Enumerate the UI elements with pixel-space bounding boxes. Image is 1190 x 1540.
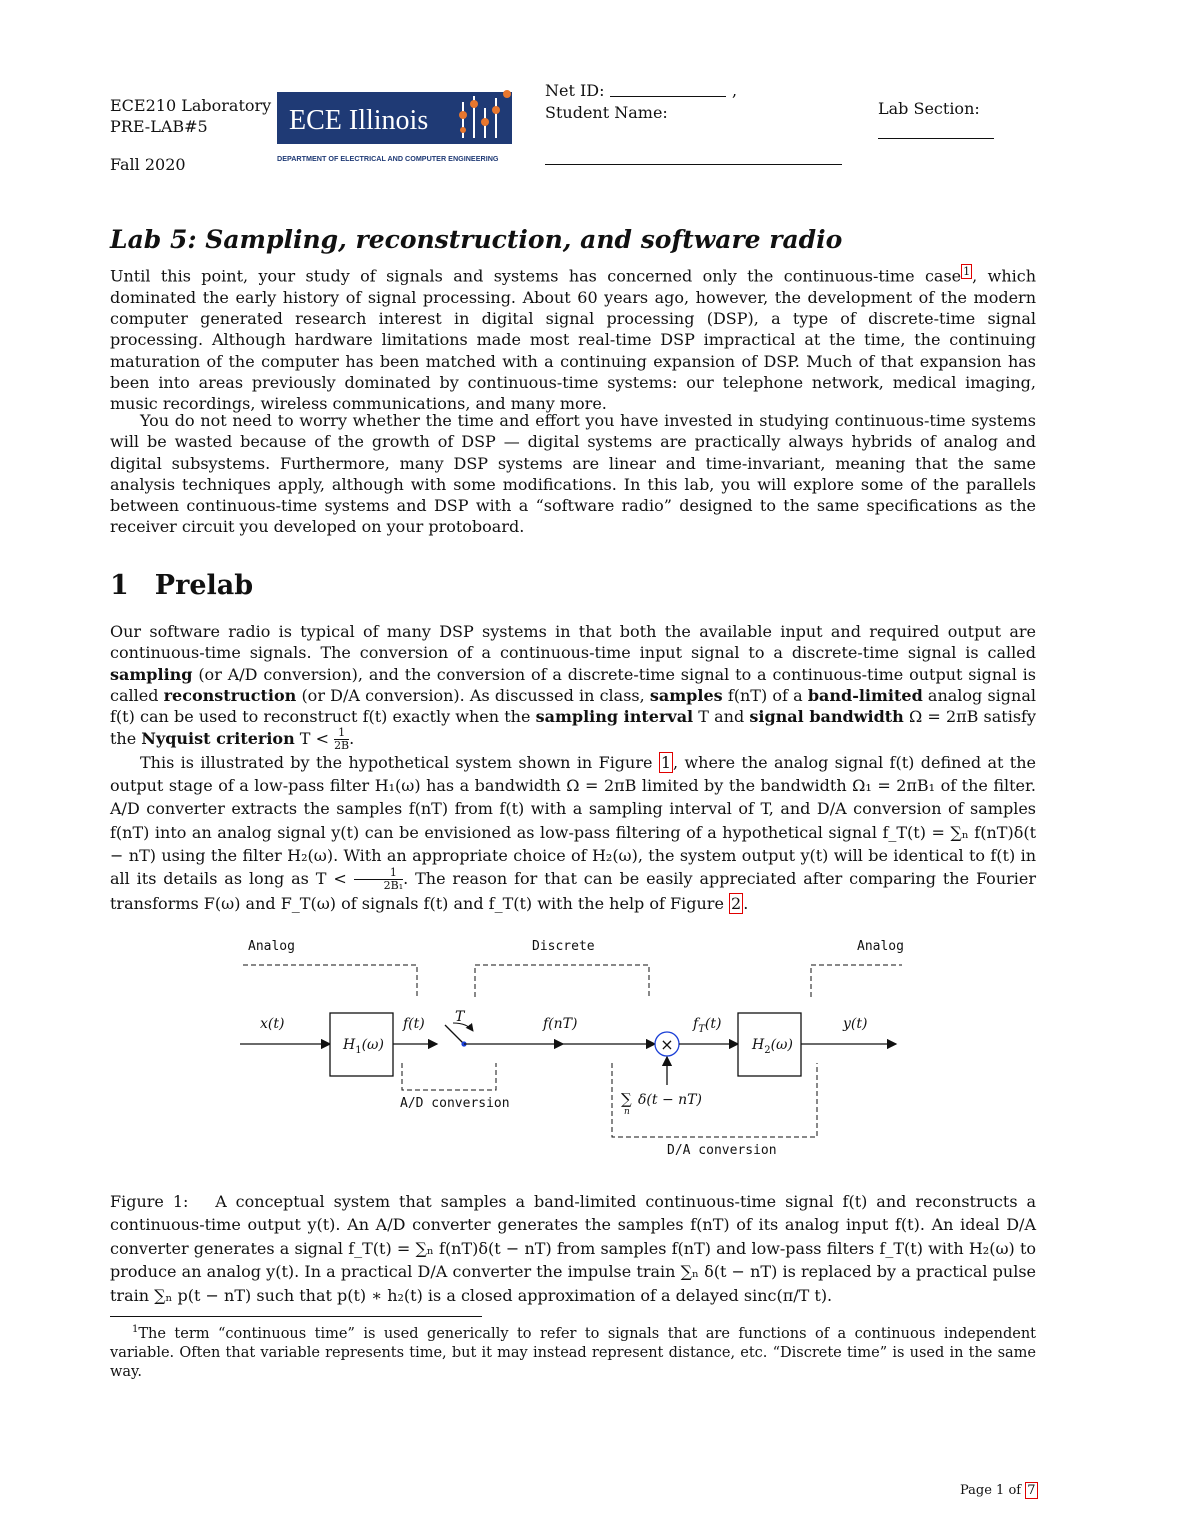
sum-subscript: n bbox=[624, 1107, 630, 1117]
page-title: Lab 5: Sampling, reconstruction, and software radio bbox=[110, 225, 843, 254]
analog-left-label: Analog bbox=[248, 939, 295, 954]
footnote-rule bbox=[110, 1316, 482, 1317]
ece-illinois-logo bbox=[277, 88, 513, 166]
student-name-blank[interactable] bbox=[545, 164, 842, 165]
page-number: Page 1 of 7 bbox=[960, 1483, 1036, 1498]
fT-t-label: $f_T(t)$ bbox=[693, 1016, 722, 1035]
y-t-label: y(t) bbox=[843, 1016, 868, 1032]
logo-text: ECE Illinois bbox=[289, 105, 429, 136]
figure-1-diagram bbox=[235, 935, 915, 1165]
prelab-paragraph-1: Our software radio is typical of many DSP systems in that both the available input and required output are continuous-time signals. The conversion of a continuous-time input signal to a discrete-time signal is called sampling (or A/D conversion), and the conversion of a discrete-time signal to a continuous-time output signal is called reconstruction (or D/A conversion). As discussed in class, samples f(nT) of a band-limited analog signal f(t) can be used to reconstruct f(t) exactly when the sampling interval T and signal bandwidth Ω = 2πB satisfy the Nyquist criterion T < $\frac{1}{2B}$ . bbox=[110, 622, 1037, 753]
footnote-text: The term “continuous time” is used generically to refer to signals that are functions of a continuous independent variable. Often that variable represents time, but it may instead represent distance, etc. “Discrete time” is used in the same way. bbox=[110, 1325, 1036, 1380]
bandwidth-fraction: $\frac{1}{\text{2B₁}}$ bbox=[354, 867, 404, 892]
caption-text: A conceptual system that samples a band-limited continuous-time signal f(t) and reconstructs a continuous-time output y(t). An A/D converter generates the samples f(nT) of its analog input f(t). An ideal D/A converter generates a signal f_T(t) = ∑ₙ f(nT)δ(t − nT) from samples f(nT) and low-pass filters f_T(t) with H₂(ω) to produce an analog y(t). In a practical D/A converter the impulse train ∑ₙ δ(t − nT) is replaced by a practical pulse train ∑ₙ p(t − nT) such that p(t) ∗ h₂(t) is a closed approximation of a delayed sinc(π/T t). bbox=[110, 1192, 1036, 1305]
prelab-label: PRE-LAB#5 bbox=[110, 117, 208, 136]
x-t-label: x(t) bbox=[260, 1016, 285, 1032]
lab-section-blank[interactable] bbox=[878, 138, 994, 139]
nyquist-fraction: $\frac{1}{2B}$ bbox=[334, 726, 350, 753]
intro-paragraph-1: Until this point, your study of signals and systems has concerned only the continuous-time case $^1$ , which dominated the early history of signal processing. About 60 years ago, however, the development of the modern computer generated research interest in digital signal processing (DSP), a type of discrete-time signal processing. Although hardware limitations made most real-time DSP impractical at the time, the continuing maturation of the computer has been matched with a continuing expansion of DSP. Much of that expansion has been into areas previously dominated by continuous-time systems: our telephone network, medical imaging, music recordings, wireless communications, and many more. bbox=[110, 265, 1037, 414]
h2-label: $H_2(\omega)$ bbox=[752, 1037, 793, 1056]
lab-section-label: Lab Section: bbox=[878, 99, 980, 118]
logo-subtitle: DEPARTMENT OF ELECTRICAL AND COMPUTER ENGINEERING bbox=[277, 154, 499, 163]
figure-1-link[interactable]: 1 bbox=[660, 753, 672, 772]
prelab-paragraph-2: This is illustrated by the hypothetical system shown in Figure 1 , where the analog signal f(t) defined at the output stage of a low-pass filter H₁(ω) has a bandwidth Ω = 2πB limited by the bandwidth Ω₁ = 2πB₁ of the filter. A/D converter extracts the samples f(nT) from f(t) with a sampling interval of T, and D/A conversion of samples f(nT) into an analog signal y(t) can be envisioned as low-pass filtering of a hypothetical signal f_T(t) = ∑ₙ f(nT)δ(t − nT) using the filter H₂(ω). With an appropriate choice of H₂(ω), the system output y(t) will be identical to f(t) in all its details as long as T < $\frac{1}{\text{2B₁}}$ . The reason for that can be easily appreciated after comparing the Fourier transforms F(ω) and F_T(ω) of signals f(t) and f_T(t) with the help of Figure 2 . bbox=[110, 753, 1037, 914]
f-nT-label: f(nT) bbox=[543, 1016, 578, 1032]
sampling-switch bbox=[445, 1025, 464, 1044]
netid-blank[interactable] bbox=[610, 96, 726, 97]
h1-label: $H_1(\omega)$ bbox=[343, 1037, 384, 1056]
ad-conversion-label: A/D conversion bbox=[400, 1096, 510, 1111]
figure-2-link[interactable]: 2 bbox=[731, 894, 742, 914]
discrete-label: Discrete bbox=[532, 939, 595, 954]
section-heading: 1 Prelab bbox=[110, 570, 254, 601]
da-conversion-label: D/A conversion bbox=[667, 1143, 777, 1158]
intro-paragraph-2: You do not need to worry whether the time and effort you have invested in studying continuous-time systems will be wasted because of the growth of DSP — digital systems are practically always hybrids of analog and digital subsystems. Furthermore, many DSP systems are linear and time-invariant, meaning that the same analysis techniques apply, although with some modifications. In this lab, you will explore some of the parallels between continuous-time systems and DSP with a “software radio” designed to the same specifications as the receiver circuit you developed on your protoboard. bbox=[110, 411, 1036, 537]
footnote-mark: 1 bbox=[132, 1324, 139, 1335]
footnote-link[interactable]: 1 bbox=[963, 265, 971, 278]
student-name-label: Student Name: bbox=[545, 103, 668, 122]
figure-1-caption bbox=[110, 1190, 1036, 1307]
course-label: ECE210 Laboratory bbox=[110, 96, 272, 115]
impulse-train-label: δ(t − nT) bbox=[638, 1092, 702, 1108]
T-label: T bbox=[455, 1009, 465, 1025]
analog-right-label: Analog bbox=[857, 939, 904, 954]
caption-label: Figure 1: bbox=[110, 1192, 189, 1211]
footnote bbox=[110, 1320, 1036, 1382]
page-total-link[interactable]: 7 bbox=[1027, 1483, 1036, 1498]
netid-comma: , bbox=[732, 81, 738, 100]
term-label: Fall 2020 bbox=[110, 155, 186, 174]
sum-symbol: ∑ bbox=[621, 1090, 632, 1108]
multiplier-symbol: × bbox=[660, 1035, 674, 1054]
f-t-label: f(t) bbox=[403, 1016, 425, 1032]
netid-label: Net ID: bbox=[545, 81, 605, 100]
